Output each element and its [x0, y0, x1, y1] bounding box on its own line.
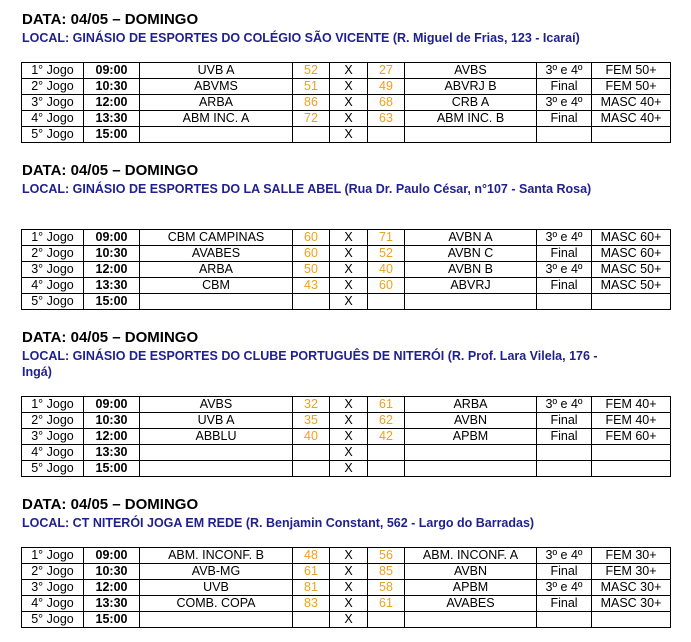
table-row — [22, 262, 671, 278]
score-b — [368, 127, 405, 143]
score-a — [293, 612, 330, 628]
table-row — [22, 548, 671, 564]
versus-mark: X — [330, 95, 368, 111]
game-number: 4° Jogo — [22, 445, 84, 461]
team-a: AVABES — [140, 246, 293, 262]
game-number: 5° Jogo — [22, 461, 84, 477]
team-b: CRB A — [405, 95, 537, 111]
score-a: 81 — [293, 580, 330, 596]
game-category: FEM 30+ — [592, 548, 671, 564]
score-b: 52 — [368, 246, 405, 262]
game-time: 13:30 — [84, 278, 140, 294]
score-b: 60 — [368, 278, 405, 294]
table-row — [22, 111, 671, 127]
versus-mark: X — [330, 111, 368, 127]
game-number: 5° Jogo — [22, 612, 84, 628]
game-phase — [537, 461, 592, 477]
game-time: 13:30 — [84, 111, 140, 127]
game-number: 3° Jogo — [22, 429, 84, 445]
score-a: 40 — [293, 429, 330, 445]
game-number: 3° Jogo — [22, 262, 84, 278]
team-a: ABM. INCONF. B — [140, 548, 293, 564]
team-a — [140, 127, 293, 143]
game-time: 10:30 — [84, 413, 140, 429]
table-row — [22, 397, 671, 413]
versus-mark: X — [330, 63, 368, 79]
game-phase: 3º e 4º — [537, 262, 592, 278]
game-phase — [537, 127, 592, 143]
game-number: 2° Jogo — [22, 413, 84, 429]
table-row — [22, 278, 671, 294]
team-b — [405, 612, 537, 628]
team-a — [140, 461, 293, 477]
game-phase: Final — [537, 79, 592, 95]
game-number: 2° Jogo — [22, 246, 84, 262]
game-number: 1° Jogo — [22, 548, 84, 564]
team-b — [405, 445, 537, 461]
game-time: 10:30 — [84, 564, 140, 580]
game-time: 15:00 — [84, 294, 140, 310]
team-a: ABVMS — [140, 79, 293, 95]
game-time: 13:30 — [84, 445, 140, 461]
team-b: AVBN A — [405, 230, 537, 246]
game-phase — [537, 445, 592, 461]
team-a: AVBS — [140, 397, 293, 413]
section-date-title: DATA: 04/05 – DOMINGO — [22, 11, 199, 28]
score-b: 61 — [368, 397, 405, 413]
game-number: 3° Jogo — [22, 95, 84, 111]
versus-mark: X — [330, 230, 368, 246]
table-row — [22, 596, 671, 612]
game-time: 15:00 — [84, 461, 140, 477]
score-b: 56 — [368, 548, 405, 564]
section-date-title: DATA: 04/05 – DOMINGO — [22, 496, 199, 513]
team-a: ARBA — [140, 95, 293, 111]
table-row — [22, 95, 671, 111]
table-row — [22, 79, 671, 95]
score-b — [368, 612, 405, 628]
game-category: MASC 50+ — [592, 262, 671, 278]
table-row — [22, 461, 671, 477]
game-phase: Final — [537, 413, 592, 429]
score-a: 32 — [293, 397, 330, 413]
team-a: ABM INC. A — [140, 111, 293, 127]
game-time: 12:00 — [84, 429, 140, 445]
versus-mark: X — [330, 580, 368, 596]
team-b — [405, 127, 537, 143]
table-row — [22, 429, 671, 445]
team-b: ABVRJ — [405, 278, 537, 294]
team-b: APBM — [405, 429, 537, 445]
versus-mark: X — [330, 596, 368, 612]
game-category: MASC 40+ — [592, 95, 671, 111]
game-category — [592, 127, 671, 143]
score-b: 85 — [368, 564, 405, 580]
score-b: 71 — [368, 230, 405, 246]
versus-mark: X — [330, 127, 368, 143]
team-b: AVBS — [405, 63, 537, 79]
table-row — [22, 445, 671, 461]
game-category: FEM 40+ — [592, 413, 671, 429]
team-a: UVB A — [140, 413, 293, 429]
team-b: ABM INC. B — [405, 111, 537, 127]
game-phase: 3º e 4º — [537, 580, 592, 596]
team-b: ABM. INCONF. A — [405, 548, 537, 564]
versus-mark: X — [330, 461, 368, 477]
team-b: AVABES — [405, 596, 537, 612]
game-time: 12:00 — [84, 262, 140, 278]
game-category — [592, 612, 671, 628]
section-venue: LOCAL: GINÁSIO DE ESPORTES DO LA SALLE ABEL (Rua Dr. Paulo César, n°107 - Santa Rosa) — [22, 182, 592, 196]
game-time: 09:00 — [84, 397, 140, 413]
score-a: 52 — [293, 63, 330, 79]
score-a: 86 — [293, 95, 330, 111]
versus-mark: X — [330, 397, 368, 413]
score-b: 40 — [368, 262, 405, 278]
score-b: 62 — [368, 413, 405, 429]
game-phase: Final — [537, 564, 592, 580]
game-phase: 3º e 4º — [537, 397, 592, 413]
game-phase: Final — [537, 111, 592, 127]
versus-mark: X — [330, 262, 368, 278]
game-time: 09:00 — [84, 63, 140, 79]
score-a: 61 — [293, 564, 330, 580]
game-phase: Final — [537, 246, 592, 262]
team-a: COMB. COPA — [140, 596, 293, 612]
game-category: FEM 60+ — [592, 429, 671, 445]
section-date-title: DATA: 04/05 – DOMINGO — [22, 162, 199, 179]
versus-mark: X — [330, 429, 368, 445]
game-number: 5° Jogo — [22, 127, 84, 143]
games-table — [21, 547, 671, 628]
versus-mark: X — [330, 246, 368, 262]
score-b: 42 — [368, 429, 405, 445]
game-category: MASC 40+ — [592, 111, 671, 127]
score-b: 63 — [368, 111, 405, 127]
table-row — [22, 127, 671, 143]
game-number: 2° Jogo — [22, 79, 84, 95]
game-number: 4° Jogo — [22, 111, 84, 127]
game-number: 5° Jogo — [22, 294, 84, 310]
game-phase: Final — [537, 429, 592, 445]
score-b: 58 — [368, 580, 405, 596]
team-b — [405, 461, 537, 477]
game-time: 10:30 — [84, 246, 140, 262]
games-table — [21, 396, 671, 477]
table-row — [22, 564, 671, 580]
score-b — [368, 445, 405, 461]
score-a: 60 — [293, 246, 330, 262]
game-phase — [537, 294, 592, 310]
team-a: CBM — [140, 278, 293, 294]
score-b — [368, 461, 405, 477]
game-category: FEM 50+ — [592, 63, 671, 79]
game-number: 4° Jogo — [22, 278, 84, 294]
score-a — [293, 445, 330, 461]
game-category: MASC 30+ — [592, 596, 671, 612]
game-time: 10:30 — [84, 79, 140, 95]
score-a — [293, 127, 330, 143]
game-category: MASC 60+ — [592, 230, 671, 246]
team-a: AVB-MG — [140, 564, 293, 580]
game-category: FEM 50+ — [592, 79, 671, 95]
game-number: 1° Jogo — [22, 397, 84, 413]
score-a: 60 — [293, 230, 330, 246]
game-time: 09:00 — [84, 548, 140, 564]
game-phase: Final — [537, 278, 592, 294]
table-row — [22, 230, 671, 246]
versus-mark: X — [330, 413, 368, 429]
team-b — [405, 294, 537, 310]
versus-mark: X — [330, 294, 368, 310]
game-number: 1° Jogo — [22, 63, 84, 79]
game-phase: 3º e 4º — [537, 230, 592, 246]
game-category: MASC 30+ — [592, 580, 671, 596]
team-b: AVBN — [405, 413, 537, 429]
game-category: FEM 30+ — [592, 564, 671, 580]
versus-mark: X — [330, 548, 368, 564]
score-b: 27 — [368, 63, 405, 79]
game-number: 1° Jogo — [22, 230, 84, 246]
game-time: 15:00 — [84, 612, 140, 628]
game-time: 12:00 — [84, 95, 140, 111]
score-a: 83 — [293, 596, 330, 612]
score-b: 68 — [368, 95, 405, 111]
score-a: 50 — [293, 262, 330, 278]
score-a — [293, 294, 330, 310]
team-b: ABVRJ B — [405, 79, 537, 95]
score-a — [293, 461, 330, 477]
section-venue: LOCAL: CT NITERÓI JOGA EM REDE (R. Benjamin Constant, 562 - Largo do Barradas) — [22, 516, 535, 530]
game-category — [592, 294, 671, 310]
team-a: ARBA — [140, 262, 293, 278]
game-time: 15:00 — [84, 127, 140, 143]
game-phase: 3º e 4º — [537, 95, 592, 111]
table-row — [22, 612, 671, 628]
team-a — [140, 612, 293, 628]
game-time: 12:00 — [84, 580, 140, 596]
game-category — [592, 445, 671, 461]
game-number: 3° Jogo — [22, 580, 84, 596]
score-b: 49 — [368, 79, 405, 95]
game-number: 2° Jogo — [22, 564, 84, 580]
versus-mark: X — [330, 445, 368, 461]
versus-mark: X — [330, 278, 368, 294]
game-phase: Final — [537, 596, 592, 612]
game-phase — [537, 612, 592, 628]
score-a: 35 — [293, 413, 330, 429]
team-b: APBM — [405, 580, 537, 596]
table-row — [22, 246, 671, 262]
game-category — [592, 461, 671, 477]
versus-mark: X — [330, 564, 368, 580]
team-b: ARBA — [405, 397, 537, 413]
table-row — [22, 413, 671, 429]
team-a — [140, 445, 293, 461]
table-row — [22, 580, 671, 596]
game-phase: 3º e 4º — [537, 63, 592, 79]
score-a: 51 — [293, 79, 330, 95]
section-venue: LOCAL: GINÁSIO DE ESPORTES DO CLUBE PORTUGUÊS DE NITERÓI (R. Prof. Lara Vilela, 176 - Ingá) — [22, 349, 598, 379]
score-b: 61 — [368, 596, 405, 612]
team-a — [140, 294, 293, 310]
versus-mark: X — [330, 79, 368, 95]
team-a: CBM CAMPINAS — [140, 230, 293, 246]
game-time: 09:00 — [84, 230, 140, 246]
team-b: AVBN — [405, 564, 537, 580]
game-category: FEM 40+ — [592, 397, 671, 413]
table-row — [22, 294, 671, 310]
score-a: 72 — [293, 111, 330, 127]
versus-mark: X — [330, 612, 368, 628]
team-b: AVBN C — [405, 246, 537, 262]
team-b: AVBN B — [405, 262, 537, 278]
game-category: MASC 60+ — [592, 246, 671, 262]
score-a: 48 — [293, 548, 330, 564]
games-table — [21, 229, 671, 310]
team-a: UVB — [140, 580, 293, 596]
game-number: 4° Jogo — [22, 596, 84, 612]
game-phase: 3º e 4º — [537, 548, 592, 564]
team-a: UVB A — [140, 63, 293, 79]
score-a: 43 — [293, 278, 330, 294]
game-category: MASC 50+ — [592, 278, 671, 294]
game-time: 13:30 — [84, 596, 140, 612]
score-b — [368, 294, 405, 310]
section-date-title: DATA: 04/05 – DOMINGO — [22, 329, 199, 346]
team-a: ABBLU — [140, 429, 293, 445]
table-row — [22, 63, 671, 79]
section-venue: LOCAL: GINÁSIO DE ESPORTES DO COLÉGIO SÃO VICENTE (R. Miguel de Frias, 123 - Icaraí) — [22, 31, 580, 45]
games-table — [21, 62, 671, 143]
